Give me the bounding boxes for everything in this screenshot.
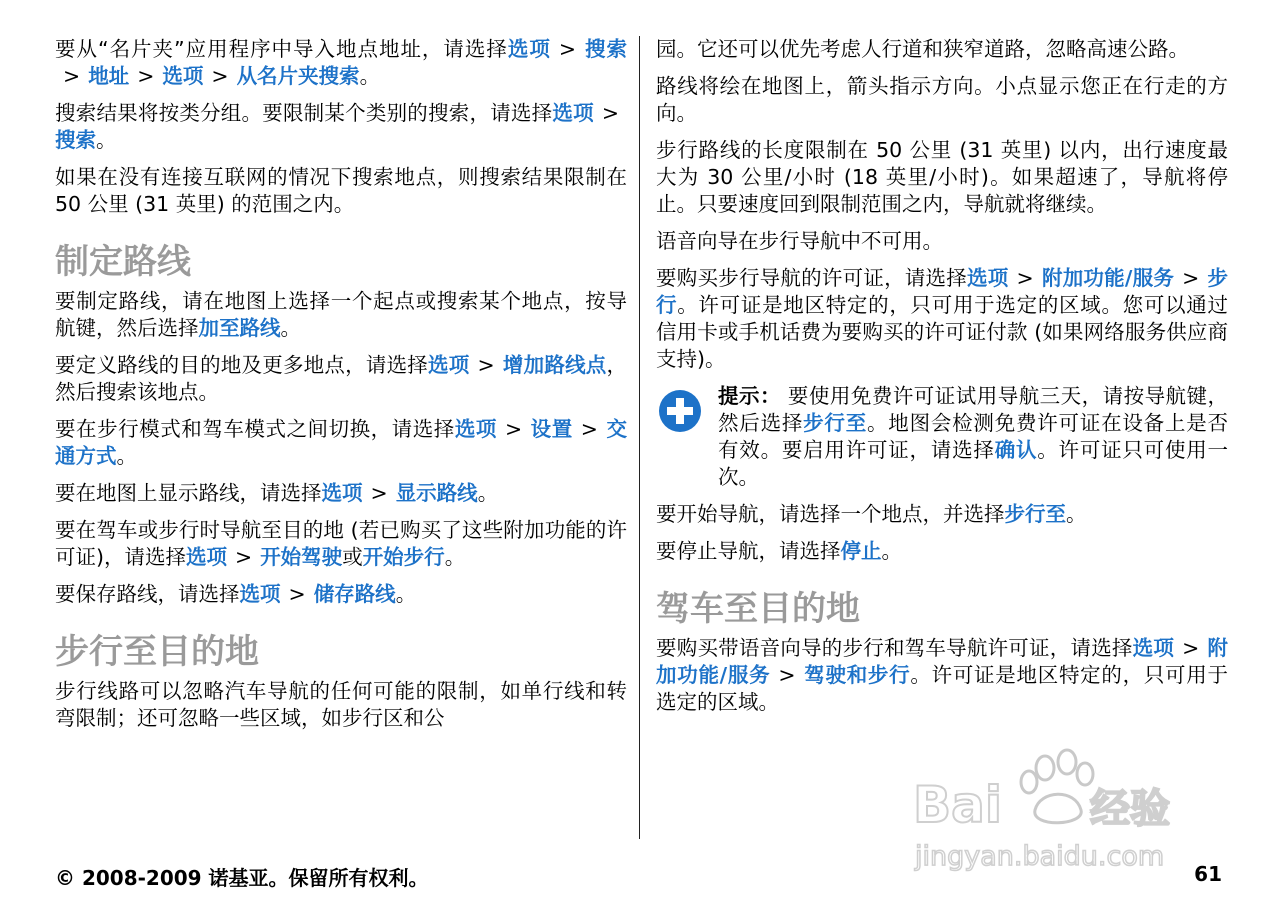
text: 。 xyxy=(477,481,499,505)
link-add-to-route[interactable]: 加至路线 xyxy=(198,316,281,340)
text: 要保存路线，请选择 xyxy=(55,582,240,606)
separator: > xyxy=(1182,266,1200,290)
text: 。许可证是地区特定的，只可用于选定的区域。您可以通过信用卡或手机话费为要购买的许可证付款 (如果网络服务供应商支持)。 xyxy=(656,293,1229,371)
paragraph-define-destination xyxy=(55,352,627,406)
link-options[interactable]: 选项 xyxy=(162,64,204,88)
text: 要定义路线的目的地及更多地点，请选择 xyxy=(55,353,429,377)
link-walk[interactable]: 步行 xyxy=(656,266,1229,317)
heading-walk-to-destination: 步行至目的地 xyxy=(55,632,259,672)
separator: > xyxy=(1016,266,1034,290)
paragraph-walking-routes-cont xyxy=(656,36,1228,63)
link-add-route-point[interactable]: 增加路线点 xyxy=(502,353,607,377)
paragraph-drive-license xyxy=(656,635,1228,716)
paragraph-start-navigation xyxy=(55,517,627,571)
link-search-from-contacts[interactable]: 从名片夹搜索 xyxy=(236,64,360,88)
separator: > xyxy=(778,663,796,687)
heading-drive-to-destination: 驾车至目的地 xyxy=(656,589,860,629)
link-walk-to[interactable]: 步行至 xyxy=(803,411,867,435)
heading-plan-route: 制定路线 xyxy=(55,242,191,282)
link-settings[interactable]: 设置 xyxy=(530,417,573,441)
svg-text:jingyan.baidu.com: jingyan.baidu.com xyxy=(915,841,1165,872)
plus-circle-icon xyxy=(658,389,702,433)
paragraph-import-contacts xyxy=(55,36,627,90)
link-drive-and-walk[interactable]: 驾驶和步行 xyxy=(803,663,911,687)
copyright: © 2008-2009 诺基亚。保留所有权利。 xyxy=(55,866,429,890)
link-options[interactable]: 选项 xyxy=(507,37,551,61)
paragraph-save-route xyxy=(55,581,627,608)
text: 。许可证是地区特定的，只可用于选定的区域。 xyxy=(656,663,1229,714)
text: 要制定路线，请在地图上选择一个起点或搜索某个地点，按导航键，然后选择 xyxy=(55,289,627,340)
text: 要开始导航，请选择一个地点，并选择 xyxy=(656,502,1005,526)
text: 。地图会检测免费许可证在设备上是否有效。要启用许可证，请选择 xyxy=(718,411,1229,462)
link-search[interactable]: 搜索 xyxy=(55,128,96,152)
link-extras-services[interactable]: 附加功能/服务 xyxy=(1041,266,1175,290)
column-divider xyxy=(639,36,640,839)
link-stop[interactable]: 停止 xyxy=(840,539,882,563)
text: 如果在没有连接互联网的情况下搜索地点，则搜索结果限制在 50 公里 (31 英里) 的范围之内。 xyxy=(55,165,627,216)
paragraph-search-results xyxy=(55,100,627,154)
link-save-route[interactable]: 储存路线 xyxy=(313,582,396,606)
link-walk-to[interactable]: 步行至 xyxy=(1004,502,1066,526)
paragraph-show-route xyxy=(55,480,627,507)
link-transport-mode[interactable]: 交通方式 xyxy=(55,417,628,468)
link-address[interactable]: 地址 xyxy=(88,64,130,88)
link-options[interactable]: 选项 xyxy=(428,353,470,377)
text: 要在步行模式和驾车模式之间切换，请选择 xyxy=(55,417,455,441)
paragraph-switch-mode xyxy=(55,416,627,470)
text: 要停止导航，请选择 xyxy=(656,539,841,563)
text: 。 xyxy=(881,539,902,563)
text: 语音向导在步行导航中不可用。 xyxy=(656,229,943,253)
tip-label: 提示： xyxy=(718,384,781,408)
text: 要购买步行导航的许可证，请选择 xyxy=(656,266,968,290)
text: 。 xyxy=(359,64,381,88)
text: 步行线路可以忽略汽车导航的任何可能的限制，如单行线和转弯限制；还可忽略一些区域，如步行区和公 xyxy=(55,679,627,730)
separator: > xyxy=(1182,636,1200,660)
separator: > xyxy=(370,481,388,505)
text: 要在驾车或步行时导航至目的地 (若已购买了这些附加功能的许可证)，请选择 xyxy=(55,518,627,569)
separator: > xyxy=(137,64,155,88)
text: 。 xyxy=(96,128,117,152)
separator: > xyxy=(288,582,306,606)
separator: > xyxy=(601,101,620,125)
svg-text:Bai: Bai xyxy=(913,776,1002,834)
paragraph-buy-license xyxy=(656,265,1228,373)
tip-text xyxy=(718,383,1228,491)
svg-text:经验: 经验 xyxy=(1090,786,1170,832)
link-show-route[interactable]: 显示路线 xyxy=(395,481,478,505)
text: 。 xyxy=(444,545,466,569)
separator: > xyxy=(477,353,495,377)
paragraph-offline-search xyxy=(55,164,627,218)
link-extras-services[interactable]: 附加功能/服务 xyxy=(656,636,1229,687)
text: 要从“名片夹”应用程序中导入地点地址，请选择 xyxy=(55,37,508,61)
text: 步行路线的长度限制在 50 公里 (31 英里) 以内，出行速度最大为 30 公里/小时 (18 英里/小时)。如果超速了，导航将停止。只要速度回到限制范围之内，导航就将继续。 xyxy=(656,138,1228,216)
left-column xyxy=(55,36,627,742)
link-confirm[interactable]: 确认 xyxy=(994,438,1038,462)
link-options[interactable]: 选项 xyxy=(239,582,281,606)
link-options[interactable]: 选项 xyxy=(967,266,1009,290)
paragraph-stop-nav xyxy=(656,538,1228,565)
separator: > xyxy=(558,37,577,61)
separator: > xyxy=(63,64,81,88)
separator: > xyxy=(235,545,253,569)
paragraph-start-nav xyxy=(656,501,1228,528)
right-column xyxy=(656,36,1228,726)
link-start-driving[interactable]: 开始驾驶 xyxy=(260,545,343,569)
text: 。许可证只可使用一次。 xyxy=(718,438,1229,489)
page-number: 61 xyxy=(1194,862,1222,886)
link-search[interactable]: 搜索 xyxy=(584,37,627,61)
link-options[interactable]: 选项 xyxy=(552,101,594,125)
text: 。 xyxy=(395,582,417,606)
link-options[interactable]: 选项 xyxy=(186,545,227,569)
paragraph-route-drawn xyxy=(656,73,1228,127)
link-options[interactable]: 选项 xyxy=(321,481,363,505)
baidu-watermark-logo xyxy=(905,740,1205,880)
separator: > xyxy=(504,417,523,441)
text: 路线将绘在地图上，箭头指示方向。小点显示您正在行走的方向。 xyxy=(656,74,1228,125)
text: 。 xyxy=(116,444,137,468)
paragraph-voice-guidance xyxy=(656,228,1228,255)
text: 要购买带语音向导的步行和驾车导航许可证，请选择 xyxy=(656,636,1133,660)
text: 或 xyxy=(342,545,363,569)
link-options[interactable]: 选项 xyxy=(454,417,497,441)
separator: > xyxy=(580,417,598,441)
text: 园。它还可以优先考虑人行道和狭窄道路，忽略高速公路。 xyxy=(656,37,1189,61)
text: 要使用免费许可证试用导航三天，请按导航键，然后选择 xyxy=(718,384,1229,435)
text: 搜索结果将按类分组。要限制某个类别的搜索，请选择 xyxy=(55,101,553,125)
link-start-walking[interactable]: 开始步行 xyxy=(362,545,445,569)
paragraph-walking-routes xyxy=(55,678,627,732)
text: 要在地图上显示路线，请选择 xyxy=(55,481,322,505)
paragraph-route-limits xyxy=(656,137,1228,218)
link-options[interactable]: 选项 xyxy=(1132,636,1175,660)
tip-box xyxy=(656,383,1228,491)
paragraph-plan-route xyxy=(55,288,627,342)
text: 。 xyxy=(1066,502,1087,526)
separator: > xyxy=(211,64,229,88)
text: 。 xyxy=(280,316,301,340)
text: ，然后搜索该地点。 xyxy=(55,353,628,404)
